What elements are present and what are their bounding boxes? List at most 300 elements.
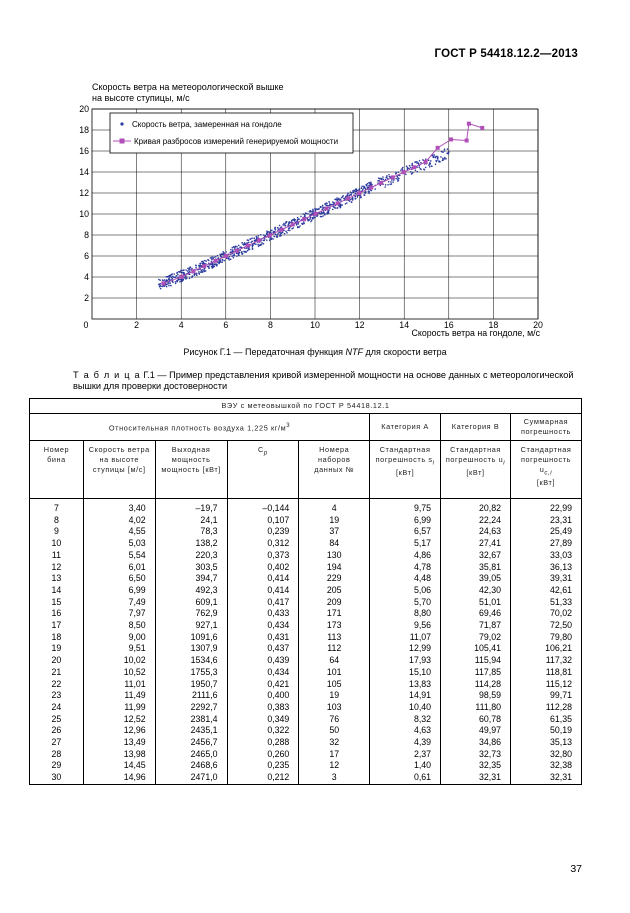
scatter-point xyxy=(234,247,236,249)
scatter-point xyxy=(411,172,413,174)
scatter-point xyxy=(318,209,320,211)
x-tick-label: 14 xyxy=(399,320,410,330)
table-cell: 2471,0 xyxy=(155,772,227,784)
table-title: ВЭУ с метеовышкой по ГОСТ Р 54418.12.1 xyxy=(30,399,582,414)
table-cell: 24,63 xyxy=(441,526,511,538)
scatter-point xyxy=(212,264,214,266)
legend-scatter-marker xyxy=(120,122,123,125)
y-tick-label: 4 xyxy=(84,272,89,282)
table-cell: 18 xyxy=(30,632,84,644)
scatter-point xyxy=(347,194,349,196)
table-cell: 105 xyxy=(299,679,370,691)
x-tick-label: 2 xyxy=(134,320,140,330)
table-row xyxy=(30,550,582,562)
scatter-point xyxy=(294,218,296,220)
table-cell: 5,54 xyxy=(83,550,155,562)
table-cell: 0,439 xyxy=(227,655,299,667)
scatter-point xyxy=(232,255,234,257)
table-cell: 25,49 xyxy=(511,526,582,538)
scatter-point xyxy=(238,254,240,256)
scatter-point xyxy=(271,229,273,231)
scatter-point xyxy=(395,172,397,174)
table-cell: 76 xyxy=(299,714,370,726)
scatter-point xyxy=(281,226,283,228)
scatter-point xyxy=(314,216,316,218)
density-label: Относительная плотность воздуха 1,225 кг/м xyxy=(108,423,287,433)
scatter-point xyxy=(307,220,309,222)
scatter-point xyxy=(416,161,418,163)
scatter-point xyxy=(410,171,412,173)
scatter-point xyxy=(170,285,172,287)
scatter-point xyxy=(311,219,313,221)
scatter-point xyxy=(411,163,413,165)
series-line-marker xyxy=(402,170,406,174)
scatter-point xyxy=(287,230,289,232)
table-cell: 10,40 xyxy=(370,702,441,714)
table-cell: 24 xyxy=(30,702,84,714)
scatter-point xyxy=(327,211,329,213)
scatter-point xyxy=(357,196,359,198)
scatter-point xyxy=(171,281,173,283)
table-cell: 99,71 xyxy=(511,690,582,702)
table-cell: 22,24 xyxy=(441,515,511,527)
scatter-point xyxy=(334,207,336,209)
column-header-5 xyxy=(370,441,441,499)
series-line-marker xyxy=(467,122,471,126)
table-cell: 6,99 xyxy=(370,515,441,527)
table-cell: 115,94 xyxy=(441,655,511,667)
scatter-point xyxy=(312,218,314,220)
scatter-point xyxy=(445,158,447,160)
column-header-text: C xyxy=(258,445,264,454)
table-cell: 0,417 xyxy=(227,597,299,609)
table-cell: 26 xyxy=(30,725,84,737)
scatter-point xyxy=(251,237,253,239)
table-caption-label: Т а б л и ц а xyxy=(73,370,141,380)
table-cell: 28 xyxy=(30,749,84,761)
scatter-point xyxy=(340,199,342,201)
scatter-point xyxy=(238,245,240,247)
scatter-point xyxy=(211,259,213,261)
scatter-point xyxy=(215,256,217,258)
legend-line-label: Кривая разбросов измерений генерируемой мощности xyxy=(134,137,339,146)
table-cell: 4,39 xyxy=(370,737,441,749)
table-cell: 78,3 xyxy=(155,526,227,538)
scatter-point xyxy=(368,193,370,195)
table-cell: 0,239 xyxy=(227,526,299,538)
scatter-point xyxy=(393,179,395,181)
scatter-point xyxy=(273,236,275,238)
legend-line-marker xyxy=(120,139,125,144)
table-cell: 17 xyxy=(299,749,370,761)
scatter-point xyxy=(319,213,321,215)
scatter-point xyxy=(266,230,268,232)
scatter-point xyxy=(181,272,183,274)
table-cell: 22 xyxy=(30,679,84,691)
scatter-point xyxy=(429,162,431,164)
table-cell: 35,13 xyxy=(511,737,582,749)
scatter-point xyxy=(213,256,215,258)
table-cell: 36,13 xyxy=(511,562,582,574)
scatter-point xyxy=(428,164,430,166)
table-cell: 23 xyxy=(30,690,84,702)
table-cell: 15 xyxy=(30,597,84,609)
scatter-point xyxy=(312,211,314,213)
table-cell: 10 xyxy=(30,538,84,550)
table-cell: 22,99 xyxy=(511,503,582,515)
table-row xyxy=(30,737,582,749)
scatter-point xyxy=(218,257,220,259)
table-cell: 0,212 xyxy=(227,772,299,784)
scatter-point xyxy=(215,263,217,265)
table-cell: 27 xyxy=(30,737,84,749)
scatter-point xyxy=(183,272,185,274)
column-header-3 xyxy=(227,441,299,499)
table-cell: 101 xyxy=(299,667,370,679)
x-tick-label: 18 xyxy=(488,320,499,330)
scatter-point xyxy=(166,276,168,278)
table-cell: 2381,4 xyxy=(155,714,227,726)
scatter-point xyxy=(430,160,432,162)
scatter-point xyxy=(180,270,182,272)
scatter-point xyxy=(279,225,281,227)
scatter-point xyxy=(315,208,317,210)
scatter-point xyxy=(410,166,412,168)
series-line-marker xyxy=(257,238,261,242)
scatter-point xyxy=(346,202,348,204)
table-cell: 303,5 xyxy=(155,562,227,574)
scatter-point xyxy=(196,274,198,276)
table-cell: 0,434 xyxy=(227,620,299,632)
scatter-point xyxy=(271,238,273,240)
x-tick-label: 0 xyxy=(83,320,89,330)
table-cell: 19 xyxy=(299,515,370,527)
table-row xyxy=(30,620,582,632)
data-table xyxy=(29,398,582,785)
column-header-text: Стандартная погрешность s xyxy=(375,445,433,464)
table-cell: 492,3 xyxy=(155,585,227,597)
scatter-point xyxy=(205,260,207,262)
scatter-point xyxy=(241,252,243,254)
series-line-marker xyxy=(391,175,395,179)
scatter-point xyxy=(367,186,369,188)
scatter-point xyxy=(344,198,346,200)
scatter-point xyxy=(436,161,438,163)
table-cell: 2468,6 xyxy=(155,760,227,772)
table-cell: 79,80 xyxy=(511,632,582,644)
scatter-point xyxy=(276,236,278,238)
scatter-point xyxy=(253,238,255,240)
scatter-point xyxy=(200,271,202,273)
scatter-point xyxy=(196,272,198,274)
table-cell: 10,52 xyxy=(83,667,155,679)
scatter-point xyxy=(302,223,304,225)
scatter-point xyxy=(349,194,351,196)
scatter-point xyxy=(442,160,444,162)
table-cell: 6,01 xyxy=(83,562,155,574)
table-cell: 0,373 xyxy=(227,550,299,562)
table-cell: 3,40 xyxy=(83,503,155,515)
figure-caption-prefix: Рисунок Г.1 — Передаточная функция xyxy=(183,347,346,357)
scatter-point xyxy=(217,255,219,257)
table-cell: 171 xyxy=(299,608,370,620)
table-cell: 14 xyxy=(30,585,84,597)
series-line-marker xyxy=(191,269,195,273)
scatter-point xyxy=(263,240,265,242)
figure-caption-italic: NTF xyxy=(345,347,364,357)
table-cell: 0,322 xyxy=(227,725,299,737)
legend-scatter-label: Скорость ветра, замеренная на гондоле xyxy=(132,120,282,129)
chart-legend xyxy=(110,113,353,153)
scatter-point xyxy=(406,165,408,167)
scatter-point xyxy=(362,189,364,191)
scatter-point xyxy=(328,205,330,207)
table-cell: 2456,7 xyxy=(155,737,227,749)
scatter-point xyxy=(176,275,178,277)
scatter-point xyxy=(297,219,299,221)
scatter-point xyxy=(336,197,338,199)
scatter-point xyxy=(263,234,265,236)
scatter-point xyxy=(447,148,449,150)
table-cell: 1950,7 xyxy=(155,679,227,691)
table-cell: 9,56 xyxy=(370,620,441,632)
series-line-marker xyxy=(346,196,350,200)
scatter-point xyxy=(198,266,200,268)
table-cell: 2435,1 xyxy=(155,725,227,737)
scatter-point xyxy=(275,229,277,231)
table-cell: 17 xyxy=(30,620,84,632)
y-tick-label: 18 xyxy=(79,125,89,135)
scatter-point xyxy=(260,234,262,236)
scatter-point xyxy=(300,216,302,218)
scatter-point xyxy=(228,258,230,260)
scatter-point xyxy=(231,247,233,249)
scatter-point xyxy=(337,207,339,209)
scatter-point xyxy=(248,239,250,241)
scatter-point xyxy=(252,245,254,247)
scatter-point xyxy=(385,177,387,179)
scatter-point xyxy=(341,204,343,206)
series-line-marker xyxy=(161,281,165,285)
table-cell: 0,288 xyxy=(227,737,299,749)
series-line-marker xyxy=(480,126,484,130)
scatter-point xyxy=(283,224,285,226)
table-cell: 117,32 xyxy=(511,655,582,667)
table-cell: 21 xyxy=(30,667,84,679)
scatter-point xyxy=(448,151,450,153)
table-row xyxy=(30,667,582,679)
table-cell: 194 xyxy=(299,562,370,574)
scatter-point xyxy=(388,174,390,176)
scatter-point xyxy=(371,184,373,186)
scatter-point xyxy=(366,184,368,186)
scatter-point xyxy=(441,151,443,153)
column-header-4 xyxy=(299,441,370,499)
table-cell: 106,21 xyxy=(511,643,582,655)
scatter-point xyxy=(321,216,323,218)
scatter-point xyxy=(384,186,386,188)
scatter-point xyxy=(364,187,366,189)
table-cell: 0,437 xyxy=(227,643,299,655)
scatter-point xyxy=(444,150,446,152)
scatter-point xyxy=(194,274,196,276)
x-tick-label: 12 xyxy=(354,320,365,330)
scatter-point xyxy=(337,200,339,202)
table-cell: 11,01 xyxy=(83,679,155,691)
table-cell: 42,30 xyxy=(441,585,511,597)
scatter-point xyxy=(351,192,353,194)
scatter-point xyxy=(356,188,358,190)
scatter-point xyxy=(397,171,399,173)
table-row xyxy=(30,749,582,761)
scatter-point xyxy=(168,285,170,287)
table-row xyxy=(30,643,582,655)
scatter-point xyxy=(285,231,287,233)
density-sup: 3 xyxy=(286,422,291,429)
table-cell: 5,70 xyxy=(370,597,441,609)
scatter-point xyxy=(248,249,250,251)
scatter-point xyxy=(166,286,168,288)
table-cell: 173 xyxy=(299,620,370,632)
series-line-marker xyxy=(224,254,228,258)
scatter-point xyxy=(395,178,397,180)
scatter-point xyxy=(223,260,225,262)
scatter-point xyxy=(377,180,379,182)
scatter-point xyxy=(177,274,179,276)
scatter-point xyxy=(236,246,238,248)
scatter-point xyxy=(355,198,357,200)
scatter-point xyxy=(230,252,232,254)
scatter-point xyxy=(324,214,326,216)
scatter-point xyxy=(388,181,390,183)
scatter-point xyxy=(266,239,268,241)
column-header-subscript: i xyxy=(503,460,506,467)
x-tick-label: 16 xyxy=(443,320,454,330)
scatter-point xyxy=(320,206,322,208)
scatter-point xyxy=(189,269,191,271)
scatter-point xyxy=(248,241,250,243)
scatter-point xyxy=(397,180,399,182)
table-cell: 20,82 xyxy=(441,503,511,515)
table-cell: 130 xyxy=(299,550,370,562)
scatter-point xyxy=(242,243,244,245)
table-cell: 37 xyxy=(299,526,370,538)
table-cell: 9,00 xyxy=(83,632,155,644)
column-header-6 xyxy=(441,441,511,499)
scatter-point xyxy=(312,209,314,211)
scatter-point xyxy=(360,197,362,199)
series-line-marker xyxy=(336,201,340,205)
table-row xyxy=(30,725,582,737)
scatter-point xyxy=(203,262,205,264)
figure-caption-suffix: для скорости ветра xyxy=(363,347,447,357)
wind-speed-chart xyxy=(70,104,550,344)
table-cell: 8,32 xyxy=(370,714,441,726)
table-cell: 117,85 xyxy=(441,667,511,679)
column-header-subscript: p xyxy=(263,450,268,457)
scatter-point xyxy=(195,264,197,266)
table-cell: 79,02 xyxy=(441,632,511,644)
scatter-point xyxy=(340,207,342,209)
scatter-point xyxy=(349,200,351,202)
table-cell: 12,96 xyxy=(83,725,155,737)
document-header: ГОСТ Р 54418.12.2—2013 xyxy=(434,48,578,60)
column-header-subscript: c,i xyxy=(544,470,553,477)
y-tick-label: 12 xyxy=(79,188,89,198)
y-tick-label: 6 xyxy=(84,251,89,261)
scatter-point xyxy=(437,159,439,161)
scatter-point xyxy=(266,233,268,235)
scatter-point xyxy=(409,165,411,167)
scatter-point xyxy=(323,212,325,214)
table-cell: 11 xyxy=(30,550,84,562)
legend-box xyxy=(110,113,353,153)
table-row xyxy=(30,632,582,644)
scatter-point xyxy=(285,222,287,224)
scatter-point xyxy=(391,179,393,181)
scatter-point xyxy=(382,176,384,178)
table-cell: 23,31 xyxy=(511,515,582,527)
total-uncertainty-header: Суммарная погрешность xyxy=(511,414,582,441)
table-cell: 0,402 xyxy=(227,562,299,574)
table-cell: 0,349 xyxy=(227,714,299,726)
table-cell: 7,49 xyxy=(83,597,155,609)
scatter-point xyxy=(286,232,288,234)
scatter-point xyxy=(222,259,224,261)
series-line-marker xyxy=(313,212,317,216)
table-cell: 4,86 xyxy=(370,550,441,562)
series-line-marker xyxy=(246,244,250,248)
scatter-point xyxy=(219,262,221,264)
scatter-point xyxy=(326,204,328,206)
table-cell: 24,1 xyxy=(155,515,227,527)
scatter-point xyxy=(207,259,209,261)
table-cell: 39,31 xyxy=(511,573,582,585)
scatter-point xyxy=(444,148,446,150)
scatter-point xyxy=(326,203,328,205)
figure-caption xyxy=(0,347,630,357)
scatter-point xyxy=(440,156,442,158)
scatter-point xyxy=(379,178,381,180)
scatter-point xyxy=(360,188,362,190)
x-tick-label: 6 xyxy=(223,320,229,330)
scatter-point xyxy=(425,167,427,169)
scatter-point xyxy=(245,247,247,249)
table-cell: 32,80 xyxy=(511,749,582,761)
table-cell: 32 xyxy=(299,737,370,749)
table-cell: 4,48 xyxy=(370,573,441,585)
table-cell: 64 xyxy=(299,655,370,667)
table-cell: 32,31 xyxy=(511,772,582,784)
table-cell: 0,421 xyxy=(227,679,299,691)
scatter-point xyxy=(208,267,210,269)
scatter-point xyxy=(370,183,372,185)
series-line-marker xyxy=(268,233,272,237)
table-cell: 0,431 xyxy=(227,632,299,644)
table-cell: 13,98 xyxy=(83,749,155,761)
scatter-point xyxy=(338,198,340,200)
table-cell: 27,89 xyxy=(511,538,582,550)
table-cell: 12 xyxy=(299,760,370,772)
scatter-point xyxy=(321,206,323,208)
scatter-point xyxy=(170,274,172,276)
scatter-point xyxy=(184,277,186,279)
scatter-point xyxy=(230,249,232,251)
table-cell: 32,35 xyxy=(441,760,511,772)
table-row xyxy=(30,702,582,714)
table-cell: 209 xyxy=(299,597,370,609)
scatter-point xyxy=(365,192,367,194)
